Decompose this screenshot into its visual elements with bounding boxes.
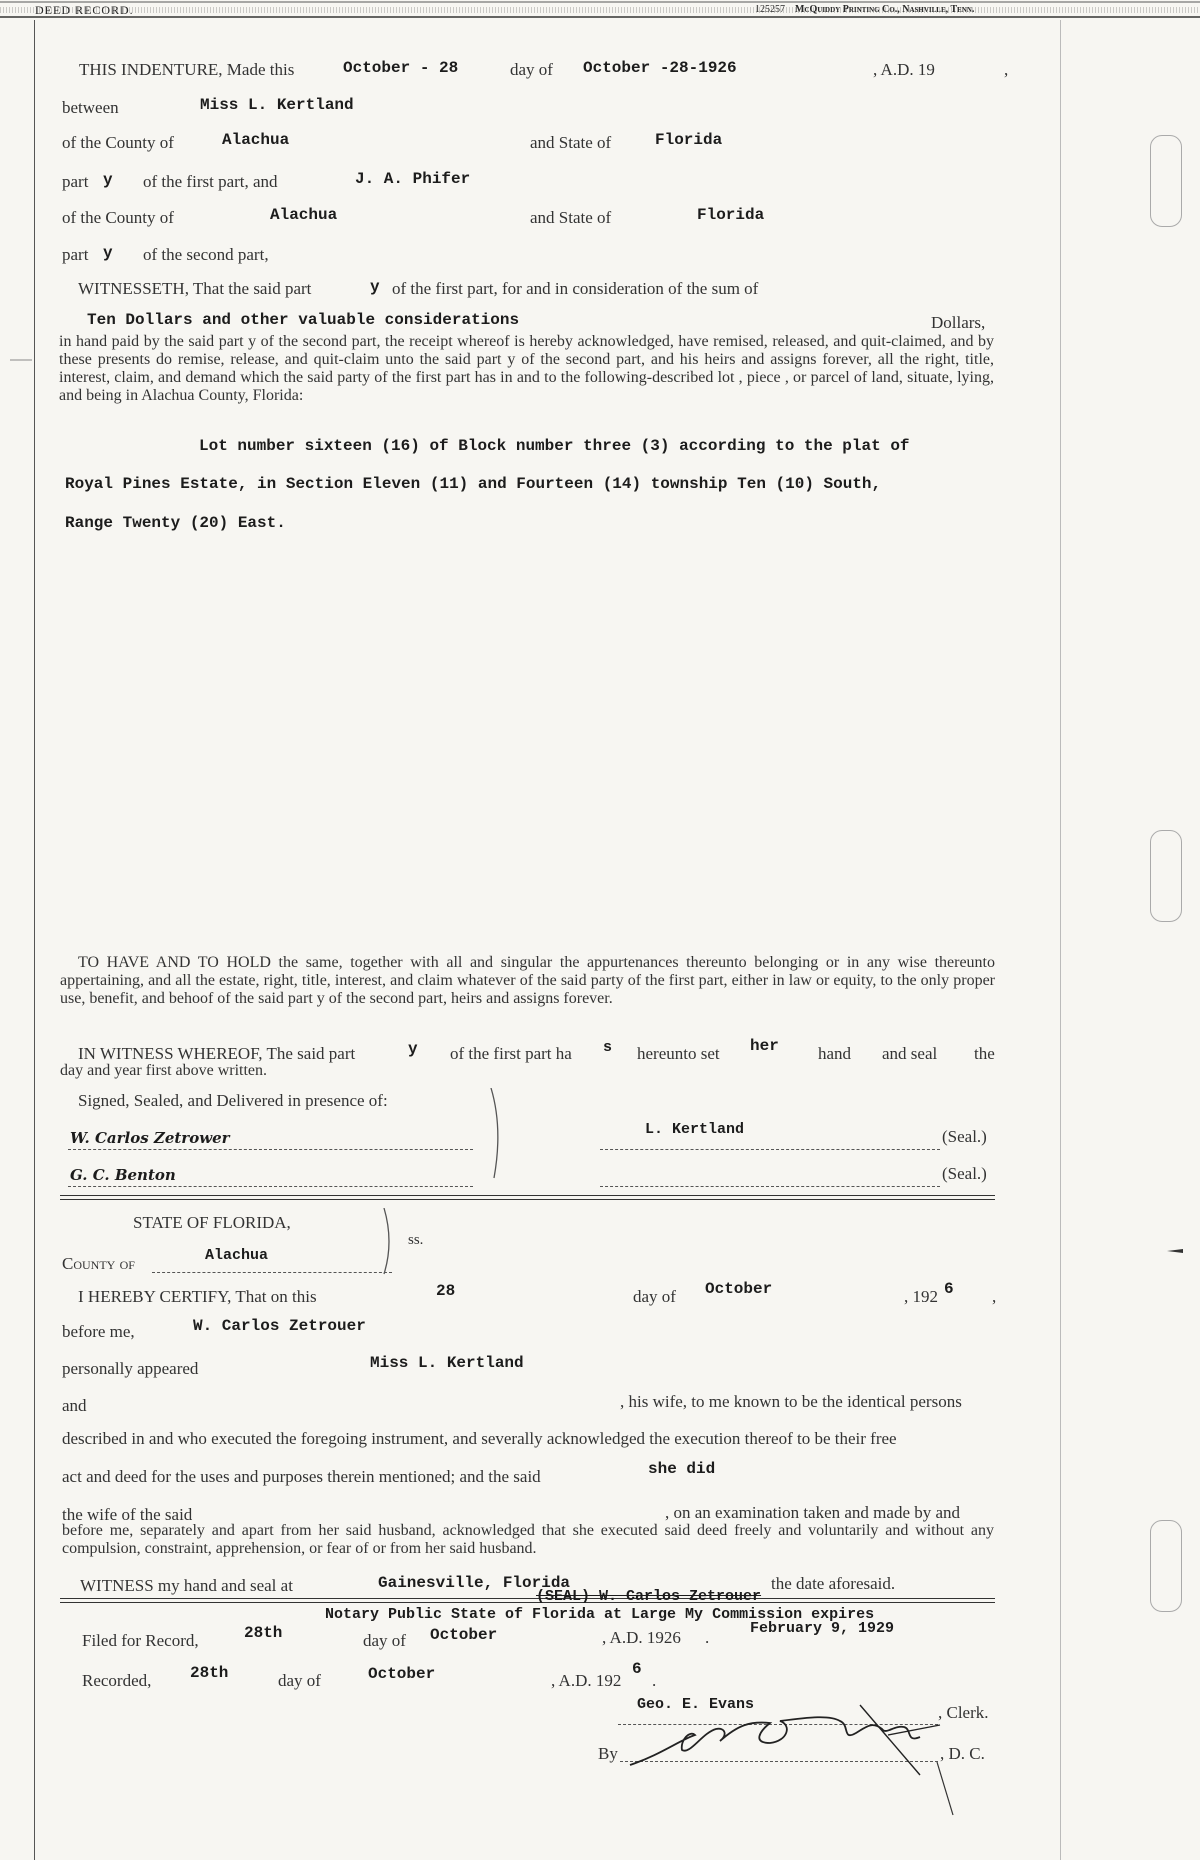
header-lines <box>0 0 1200 20</box>
filed-day: 28th <box>244 1624 283 1642</box>
certify-year-digit: 6 <box>944 1280 954 1298</box>
ad-comma: , <box>1004 60 1009 79</box>
first-state-label: and State of <box>530 133 612 152</box>
set-label: hereunto set <box>637 1044 720 1063</box>
appeared-label: personally appeared <box>62 1359 199 1378</box>
description-line-2: Royal Pines Estate, in Section Eleven (11) and Fourteen (14) township Ten (10) South, <box>65 475 882 493</box>
printer-number: 125257 <box>755 4 785 15</box>
ack-county-underline <box>152 1254 392 1273</box>
wife-of-label: the wife of the said <box>62 1505 193 1524</box>
second-party-part-label: part <box>62 245 89 264</box>
first-party-name: Miss L. Kertland <box>200 96 354 114</box>
habendum-clause: TO HAVE AND TO HOLD the same, together with all and singular the appurtenances thereunto belonging or in any wise thereunto appertaining, and all the estate, right, title, interest, and claim whatever of the said party of the first part, either in law or equity, to the only proper use, benefit, and behoof of the said part y of the second part, heirs and assigns forever. <box>60 954 995 1007</box>
dc-label: , D. C. <box>940 1744 985 1763</box>
recorded-ad-digit: 6 <box>632 1660 642 1678</box>
first-party-part-label: part <box>62 172 89 191</box>
first-county: Alachua <box>222 131 290 149</box>
binder-hole-bottom <box>1150 1520 1182 1612</box>
certify-day: 28 <box>436 1282 456 1300</box>
signer-2-underline <box>600 1167 940 1187</box>
header-strip <box>0 0 1200 20</box>
witnesseth-suffix: y <box>370 278 380 296</box>
filed-period: . <box>705 1628 710 1647</box>
witness-whereof-mid: of the first part ha <box>450 1044 572 1063</box>
certify-label: I HEREBY CERTIFY, That on this <box>78 1287 317 1306</box>
notary-title: Notary Public State of Florida at Large My Commission expires <box>325 1606 875 1623</box>
second-part-label: of the second part, <box>143 245 269 264</box>
first-part-and-label: of the first part, and <box>143 172 278 191</box>
ss-label: ss. <box>408 1232 424 1248</box>
day-of-label: day of <box>510 60 553 79</box>
margin-mark-arrow <box>1165 1245 1185 1257</box>
seal-label: and seal <box>882 1044 938 1063</box>
recorded-day-of-label: day of <box>278 1671 321 1690</box>
second-county-label: of the County of <box>62 208 174 227</box>
witness-hand-label: WITNESS my hand and seal at <box>80 1576 293 1595</box>
ack-county: Alachua <box>205 1247 269 1264</box>
margin-mark-left <box>8 355 34 365</box>
certify-month: October <box>705 1280 773 1298</box>
deputy-clerk-signature <box>620 1685 960 1795</box>
between-label: between <box>62 98 119 117</box>
seal-2: (Seal.) <box>942 1164 987 1183</box>
first-state: Florida <box>655 131 723 149</box>
by-label: By <box>598 1744 618 1763</box>
she-did: she did <box>648 1460 716 1478</box>
filed-ad: , A.D. 1926 <box>602 1628 681 1647</box>
day-of-date: October -28-1926 <box>583 59 737 77</box>
filed-day-of-label: day of <box>363 1631 406 1650</box>
appeared-name: Miss L. Kertland <box>370 1354 524 1372</box>
the-label: the <box>974 1044 995 1063</box>
filed-month: October <box>430 1626 498 1644</box>
witness-2-signature: G. C. Benton <box>70 1166 176 1184</box>
witness-whereof-suffix: y <box>408 1040 418 1058</box>
witness-whereof-line2: day and year first above written. <box>60 1062 268 1079</box>
witness-1-signature: W. Carlos Zetrower <box>70 1129 230 1147</box>
grant-clause: in hand paid by the said part y of the second part, the receipt whereof is hereby acknowledged, have remised, released, and quit-claimed, and by these presents do remise, release, and quit-claim unto the said part y of the second part, and his heirs and assigns forever, all the right, title, interest, claim, and demand which the said party of the first part has in and to the following-described lot , piece , or parcel of land, situate, lying, and being in Alachua County, Florida: <box>59 333 994 404</box>
signature-brace <box>485 1088 515 1180</box>
officer-name: W. Carlos Zetrouer <box>193 1317 366 1335</box>
binder-hole-middle <box>1150 830 1182 922</box>
clerk-name: Geo. E. Evans <box>637 1696 755 1713</box>
ack-state: STATE OF FLORIDA, <box>133 1213 291 1232</box>
notary-seal-signature: (SEAL) W. Carlos Zetrouer <box>536 1588 762 1605</box>
second-state-label: and State of <box>530 208 612 227</box>
ack-county-label: County of <box>62 1254 135 1273</box>
section-divider-2 <box>60 1598 995 1603</box>
before-label: before me, <box>62 1322 135 1341</box>
made-this-date: October - 28 <box>343 59 459 77</box>
ack-brace <box>380 1208 404 1276</box>
certify-year-comma: , <box>992 1287 997 1306</box>
ad-label: , A.D. 19 <box>873 60 935 79</box>
clerk-label: , Clerk. <box>938 1703 989 1722</box>
printer-name: McQuiddy Printing Co., Nashville, Tenn. <box>795 4 975 15</box>
wife-text: , his wife, to me known to be the identical persons <box>620 1392 962 1411</box>
certify-year-prefix: , 192 <box>904 1287 938 1306</box>
description-line-3: Range Twenty (20) East. <box>65 514 286 532</box>
second-party-suffix: y <box>103 244 113 262</box>
seal-1: (Seal.) <box>942 1127 987 1146</box>
has-suffix: s <box>603 1039 613 1056</box>
pronoun: her <box>750 1037 779 1055</box>
witnesseth-tail: of the first part, for and in consideration of the sum of <box>392 279 759 298</box>
second-party-name: J. A. Phifer <box>355 170 471 188</box>
act-text: act and deed for the uses and purposes therein mentioned; and the said <box>62 1467 541 1486</box>
left-margin-line <box>34 20 35 1860</box>
filed-label: Filed for Record, <box>82 1631 199 1650</box>
exam-line-1: , on an examination taken and made by and <box>665 1503 961 1522</box>
exam-rest: before me, separately and apart from her said husband, acknowledged that she executed said deed freely and voluntarily and without any compulsion, constraint, apprehension, or fear of or from her said husband. <box>62 1522 994 1557</box>
described-text: described in and who executed the foregoing instrument, and severally acknowledged the execution thereof to be their free <box>62 1429 897 1448</box>
first-party-suffix: y <box>103 171 113 189</box>
notary-expires: February 9, 1929 <box>750 1620 895 1637</box>
witness-place: Gainesville, Florida <box>378 1574 571 1592</box>
binder-hole-top <box>1150 135 1182 227</box>
signature-tail-stroke <box>935 1760 975 1820</box>
indenture-label: THIS INDENTURE, Made this <box>79 60 295 79</box>
recorded-day: 28th <box>190 1664 229 1682</box>
recorded-label: Recorded, <box>82 1671 152 1690</box>
recorded-month: October <box>368 1665 436 1683</box>
right-margin-line <box>1060 20 1061 1860</box>
second-state: Florida <box>697 206 765 224</box>
description-line-1: Lot number sixteen (16) of Block number three (3) according to the plat of <box>199 437 910 455</box>
recorded-ad: , A.D. 192 <box>551 1671 622 1690</box>
hand-label: hand <box>818 1044 852 1063</box>
date-aforesaid: the date aforesaid. <box>771 1574 896 1593</box>
form-title: DEED RECORD. <box>35 3 134 17</box>
consideration-sum: Ten Dollars and other valuable considerations <box>87 311 520 329</box>
dollars-label: Dollars, <box>931 313 986 332</box>
certify-day-of-label: day of <box>633 1287 676 1306</box>
first-county-label: of the County of <box>62 133 174 152</box>
section-divider-1 <box>60 1195 995 1200</box>
recorded-period: . <box>652 1671 657 1690</box>
presence-label: Signed, Sealed, and Delivered in presence of: <box>78 1091 388 1110</box>
second-county: Alachua <box>270 206 338 224</box>
signer-name: L. Kertland <box>645 1121 745 1138</box>
and-label: and <box>62 1396 87 1415</box>
witnesseth-lead: WITNESSETH, That the said part <box>78 279 312 298</box>
witness-whereof-lead: IN WITNESS WHEREOF, The said part <box>78 1044 356 1063</box>
